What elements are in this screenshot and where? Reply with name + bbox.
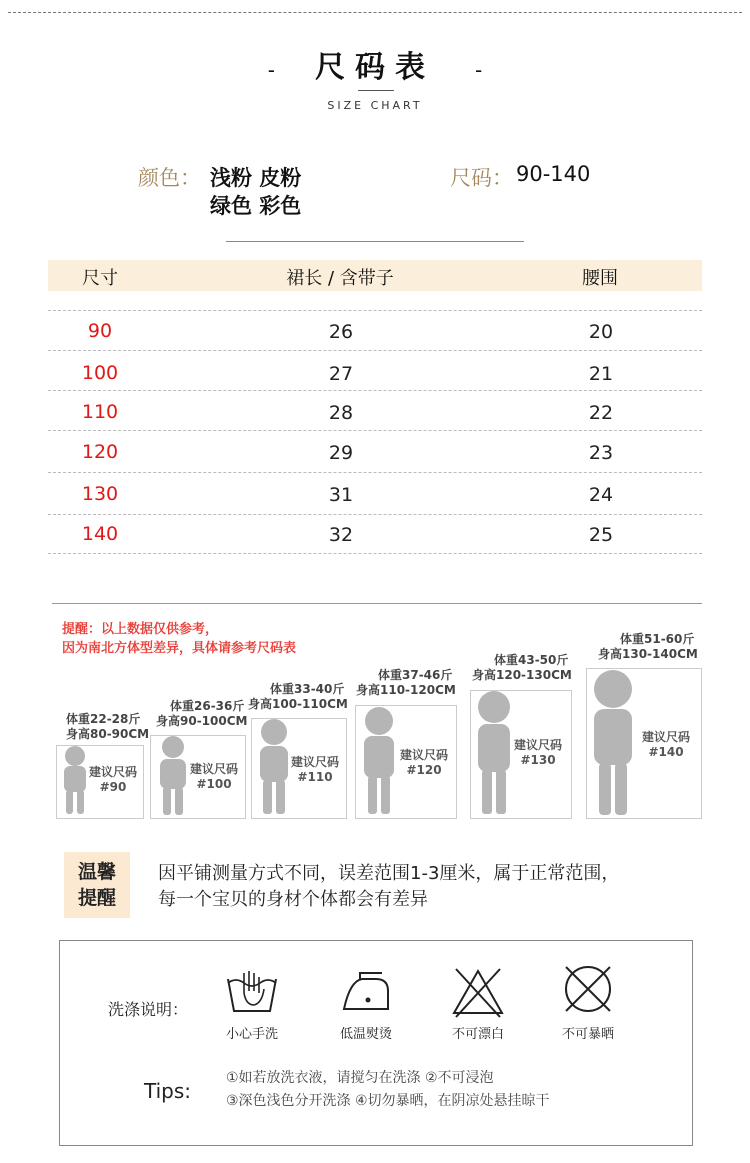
tips-line2: ③深色浅色分开洗涤 ④切勿暴晒，在阴凉处悬挂晾干 bbox=[226, 1093, 550, 1109]
notice-line1: 提醒：以上数据仅供参考， bbox=[62, 622, 219, 637]
header-size: 尺寸 bbox=[82, 268, 118, 289]
child-silhouette-icon bbox=[588, 667, 638, 817]
waist-cell: 25 bbox=[588, 524, 614, 546]
guide-5-label bbox=[472, 653, 572, 683]
low-iron-icon bbox=[338, 967, 394, 1023]
guide-5-rec bbox=[508, 738, 568, 768]
no-bleach-label: 不可漂白 bbox=[451, 1027, 504, 1042]
guide-5-rec-label: 建议尺码 bbox=[513, 738, 562, 752]
guide-6-code: #140 bbox=[648, 745, 684, 759]
guide-6-height: 身高130-140CM bbox=[598, 647, 698, 661]
notice-line2: 因为南北方体型差异，具体请参考尺码表 bbox=[62, 641, 297, 656]
tips-label: Tips: bbox=[144, 1079, 192, 1103]
guide-4-weight: 体重37-46斤 bbox=[378, 668, 453, 682]
tips-text bbox=[226, 1067, 550, 1113]
header-length: 裙长 / 含带子 bbox=[286, 268, 394, 289]
notice-text bbox=[62, 620, 296, 658]
title-dash-right: - bbox=[475, 58, 483, 82]
guide-2-rec bbox=[185, 762, 243, 792]
guide-2-rec-label: 建议尺码 bbox=[189, 762, 238, 776]
guide-1-height: 身高80-90CM bbox=[66, 727, 150, 741]
washing-instructions-box bbox=[59, 940, 693, 1146]
length-cell: 27 bbox=[328, 363, 354, 385]
guide-4-code: #120 bbox=[406, 763, 442, 777]
guide-1-weight: 体重22-28斤 bbox=[66, 712, 141, 726]
guide-2-height: 身高90-100CM bbox=[156, 714, 248, 728]
size-cell: 100 bbox=[81, 362, 119, 384]
size-label: 尺码： bbox=[450, 166, 513, 190]
page-title bbox=[0, 42, 750, 86]
warm-tip-label-line2: 提醒 bbox=[77, 887, 116, 909]
size-cell: 120 bbox=[81, 441, 119, 463]
table-row bbox=[48, 473, 702, 513]
guide-6-rec-label: 建议尺码 bbox=[641, 730, 690, 744]
waist-cell: 23 bbox=[588, 442, 614, 464]
hand-wash-icon bbox=[224, 967, 280, 1023]
waist-cell: 21 bbox=[588, 363, 614, 385]
size-cell: 130 bbox=[81, 483, 119, 505]
guide-1-label bbox=[66, 712, 149, 742]
guide-6-rec bbox=[636, 730, 696, 760]
title-underline bbox=[358, 90, 394, 91]
title-text: 尺码表 bbox=[315, 50, 435, 85]
guide-2-code: #100 bbox=[196, 777, 232, 791]
guide-2-label bbox=[156, 699, 247, 729]
length-cell: 26 bbox=[328, 321, 354, 343]
table-row bbox=[48, 351, 702, 391]
size-table-header bbox=[48, 260, 702, 291]
table-row bbox=[48, 515, 702, 555]
color-values-line2: 绿色 彩色 bbox=[210, 194, 302, 218]
guide-1-code: #90 bbox=[99, 780, 127, 794]
warm-tip-badge bbox=[64, 852, 130, 918]
length-cell: 28 bbox=[328, 402, 354, 424]
no-bleach-icon bbox=[450, 965, 506, 1021]
row-divider bbox=[48, 553, 702, 554]
warm-tip-label-line1: 温馨 bbox=[77, 861, 116, 883]
warm-tip-line2: 每一个宝贝的身材个体都会有差异 bbox=[158, 889, 428, 910]
spec-divider bbox=[226, 241, 524, 242]
no-tumble-dry-icon bbox=[560, 961, 616, 1017]
guide-4-height: 身高110-120CM bbox=[356, 683, 456, 697]
guide-4-label bbox=[356, 668, 456, 698]
guide-3-height: 身高100-110CM bbox=[248, 697, 348, 711]
guide-6-label bbox=[598, 632, 698, 662]
length-cell: 29 bbox=[328, 442, 354, 464]
size-cell: 110 bbox=[81, 401, 119, 423]
size-cell: 140 bbox=[81, 523, 119, 545]
guide-4-rec-label: 建议尺码 bbox=[399, 748, 448, 762]
guide-3-rec bbox=[286, 755, 344, 785]
guide-6-weight: 体重51-60斤 bbox=[620, 632, 695, 646]
waist-cell: 24 bbox=[588, 484, 614, 506]
wash-label: 洗涤说明： bbox=[108, 1000, 189, 1019]
tips-line1: ①如若放洗衣液，请搅匀在洗涤 ②不可浸泡 bbox=[226, 1070, 494, 1086]
length-cell: 32 bbox=[328, 524, 354, 546]
guide-4-rec bbox=[394, 748, 454, 778]
table-row bbox=[48, 431, 702, 473]
top-dashed-line bbox=[8, 12, 742, 13]
header-waist: 腰围 bbox=[582, 268, 618, 289]
low-iron-label: 低温熨烫 bbox=[339, 1027, 392, 1042]
guide-3-label bbox=[248, 682, 348, 712]
no-tumble-dry-label: 不可暴晒 bbox=[561, 1027, 614, 1042]
guide-1-rec bbox=[84, 765, 142, 795]
color-label: 颜色： bbox=[138, 166, 201, 190]
waist-cell: 20 bbox=[588, 321, 614, 343]
guide-2-weight: 体重26-36斤 bbox=[170, 699, 245, 713]
page-subtitle: SIZE CHART bbox=[327, 99, 423, 112]
color-values-line1: 浅粉 皮粉 bbox=[210, 166, 302, 190]
waist-cell: 22 bbox=[588, 402, 614, 424]
guide-1-rec-label: 建议尺码 bbox=[88, 765, 137, 779]
guide-5-height: 身高120-130CM bbox=[472, 668, 572, 682]
guide-5-code: #130 bbox=[520, 753, 556, 767]
hand-wash-label: 小心手洗 bbox=[225, 1027, 278, 1042]
guide-3-rec-label: 建议尺码 bbox=[290, 755, 339, 769]
table-row bbox=[48, 391, 702, 431]
warm-tip-line1: 因平铺测量方式不同，误差范围1-3厘米，属于正常范围， bbox=[158, 863, 620, 884]
table-row bbox=[48, 311, 702, 351]
guide-5-weight: 体重43-50斤 bbox=[494, 653, 569, 667]
size-cell: 90 bbox=[87, 320, 113, 342]
size-range-value: 90-140 bbox=[516, 162, 591, 186]
warm-tip-text bbox=[158, 861, 619, 913]
guide-3-weight: 体重33-40斤 bbox=[270, 682, 345, 696]
guide-separator bbox=[52, 603, 702, 604]
guide-3-code: #110 bbox=[297, 770, 333, 784]
title-dash-left: - bbox=[267, 58, 275, 82]
length-cell: 31 bbox=[328, 484, 354, 506]
